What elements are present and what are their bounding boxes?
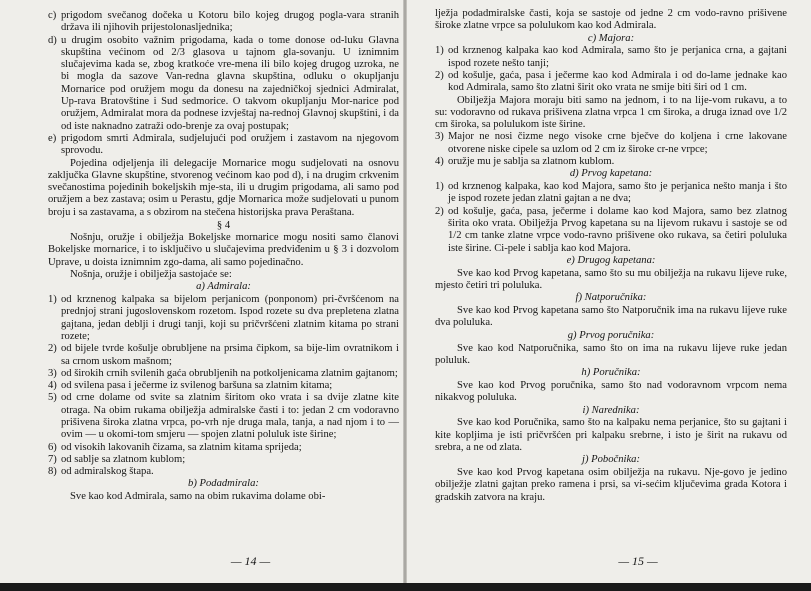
subheading: a) Admirala: xyxy=(196,281,251,293)
list-item xyxy=(48,294,399,343)
item-number: 1) xyxy=(435,45,444,57)
item-text: u drugim osobito važnim prigodama, kada o tome donose od-luku Glavna skupština većinom od 2/3 glasova u tajnom gla-sovanju. U iznimnim slučajevima kada se, zbog kratkoće vre-mena ili bilo kojeg drugog uzroka, ne bi mogla da sazove Van-redna glavna skupština, odluku o okupljanju Mornarice pod oružjem mogu da donesu na zajedničkoj sjednici Admiralat, Up-rava Bratovštine i Sud sedmorice. O takvom okupljanju Mor-narice pod oružjem, Admiralat mora da podnese izvještaj na-rednoj Glavnoj skupštini, i da od iste naknadno zatraži odo-brenje za ovaj postupak; xyxy=(61,34,399,132)
list-item xyxy=(48,343,399,368)
paragraph: Sve kao kod Prvog kapetana, samo što su mu obilježja na rukavu lijeve ruke, mjesto četiri tri poluluka. xyxy=(435,267,787,292)
paragraph: Sve kao kod Poručnika, samo što na kalpaku nema perjanice, što su gajtani i kite kopljima je isti pričvršćen pri kalpaku srebrne, i isto je širit na rukavu od srebra, a ne od zlata. xyxy=(435,417,787,453)
paragraph: Pojedina odjeljenja ili delegacije Mornarice mogu sudjelovati na osnovu zaključka Glavne skupštine, stvorenog većinom kao pod d), i na drugim crkvenim svečanostima pojedinih bokeljskih mje-sta, ili u drugim prigodama, ali samo pod oružjem a bez zastava; osim u Perastu, gdje Mornarica može sudjelovati u punom broju i sa zastavama, a s obzirom na stečena historijska prava Peraštana. xyxy=(48,157,399,218)
item-number: 1) xyxy=(48,294,57,306)
item-text: od košulje, gaća, pasa i ječerme kao kod Admirala i od do-lame jednake kao kod Admirala, samo što zlatni širit oko vrata ne smije biti širi od 1 cm. xyxy=(448,69,787,94)
list-item xyxy=(48,368,399,380)
subheading: b) Podadmirala: xyxy=(188,478,259,490)
item-number: c) xyxy=(48,10,57,21)
item-text: prigodom svečanog dočeka u Kotoru bilo kojeg drugog pogla-vara stranih država ili njihovih prijestolonasljednika; xyxy=(61,10,399,34)
subheading: c) Majora: xyxy=(587,32,635,44)
item-number: 8) xyxy=(48,466,57,478)
item-number: 7) xyxy=(48,453,57,465)
item-text: od sablje sa zlatnom kublom; xyxy=(61,453,186,465)
paragraph: Nošnja, oružje i obilježja sastojaće se: xyxy=(70,268,232,280)
item-text: od visokih lakovanih čizama, sa zlatnim kitama sprijeda; xyxy=(61,441,302,453)
paragraph: Sve kao kod Natporučnika, samo što on ima na rukavu lijeve ruke jedan poluluk. xyxy=(435,342,787,366)
list-item xyxy=(48,380,399,392)
subheading: h) Poručnika: xyxy=(581,367,641,379)
section-heading: § 4 xyxy=(216,220,231,232)
list-item xyxy=(435,181,787,206)
item-text: Major ne nosi čizme nego visoke crne bječve do koljena i crne lakovane otvorene niske cipele sa uzlom od 2 cm iz široke cr-ne vrpce; xyxy=(448,131,787,155)
left-page xyxy=(0,0,405,591)
item-text: od admiralskog štapa. xyxy=(61,466,154,478)
subheading: j) Pobočnika: xyxy=(582,454,640,466)
subheading: i) Narednika: xyxy=(582,404,640,416)
item-text: od svilena pasa i ječerme iz svilenog baršuna sa zlatnim kitama; xyxy=(61,380,333,392)
item-text: prigodom smrti Admirala, sudjelujući pod oružjem i zastavom na njegovom sprovodu. xyxy=(61,132,399,157)
item-number: 6) xyxy=(48,441,57,453)
item-number: 2) xyxy=(435,69,444,81)
paragraph: Sve kao kod Prvog poručnika, samo što nad vodoravnom vrpcom nema nikakvog poluluka. xyxy=(435,379,787,404)
paragraph: Sve kao kod Prvog kapetana samo što Natporučnik ima na rukavu lijeve ruke dva poluluka. xyxy=(435,305,787,329)
item-number: 3) xyxy=(435,131,444,143)
paragraph: Sve kao kod Admirala, samo na obim rukavima dolame obi- xyxy=(70,491,326,503)
item-text: od crne dolame od svite sa zlatnim širitom oko vrata i sa dvije zlatne kite otraga. Na obim rukama obilježja admiralske časti i to: jedan 2 cm vodoravno prišivena široka zlatna vrpca, po-vrh nje druga mala, tanja, a nad njom i to — ovim — u okomi-tom smjeru — spojen zlatni poluluk iste širine; xyxy=(61,392,399,441)
list-item xyxy=(435,131,787,156)
item-text: od košulje, gaća, pasa, ječerme i dolame kao kod Majora, samo bez zlatnog širita oko vrata. Obilježja Prvog kapetana su na lijevom rukavu i sastoje se od 1/2 cm tanke zlatne vrpce vodo-ravno prišivene oko rukava, sa četiri poluluka iste širine. Ci-pele i sablja kao kod Majora. xyxy=(448,205,787,254)
paragraph: Obilježja Majora moraju biti samo na jednom, i to na lije-vom rukavu, a to su: vodoravno od rukava prišivena zlatna vrpca 1 cm široka, a druga iznad ove 1/2 cm široka, sa polulukom iste širine. xyxy=(435,94,787,131)
scan-edge xyxy=(0,583,811,591)
paragraph: Nošnju, oružje i obilježja Bokeljske mornarice mogu nositi samo članovi Bokeljske mornarice, i to isključivo u slučajevima predviđenim u § 3 i dozvolom Uprave, u doista iznimnim zgo-dama, ali samo pojedinačno. xyxy=(48,232,399,268)
list-item xyxy=(48,454,399,466)
paragraph: lježja podadmiralske časti, koja se sastoje od jedne 2 cm vodo-ravno prišivene široke zlatne vrpce sa polulukom kao kod Admirala. xyxy=(435,8,787,32)
subheading: d) Prvog kapetana: xyxy=(569,168,653,180)
item-number: d) xyxy=(48,34,57,46)
paragraph: Sve kao kod Prvog kapetana osim obilježja na rukavu. Nje-govo je jedino obilježje zlatni gajtan preko ramena i prsi, sa vi-sećim ključevima grada Kotora i gradskih zatvora na kraju. xyxy=(435,466,787,503)
item-number: 4) xyxy=(435,156,444,168)
list-item xyxy=(48,133,399,158)
list-item xyxy=(48,35,399,133)
subheading: g) Prvog poručnika: xyxy=(567,329,655,341)
page-number: — 15 — xyxy=(618,554,658,568)
item-number: 5) xyxy=(48,392,57,404)
list-item xyxy=(48,466,399,478)
page-number: — 14 — xyxy=(230,554,271,568)
item-number: 3) xyxy=(48,367,57,379)
item-number: 2) xyxy=(435,205,444,217)
list-item xyxy=(48,442,399,454)
item-number: 4) xyxy=(48,380,57,392)
item-number: 1) xyxy=(435,181,444,193)
list-item xyxy=(435,156,787,168)
right-page xyxy=(405,0,811,591)
list-item xyxy=(435,70,787,95)
item-text: od širokih crnih svilenih gaća obrubljenih na potkoljenicama zlatnim gajtanom; xyxy=(61,367,398,379)
item-text: od bijele tvrde košulje obrubljene na prsima čipkom, sa bije-lim ovratnikom i sa crnom uskom mašnom; xyxy=(61,343,399,367)
item-number: 2) xyxy=(48,343,57,355)
list-item xyxy=(435,206,787,255)
subheading: e) Drugog kapetana: xyxy=(566,254,656,266)
list-item xyxy=(435,45,787,70)
list-item xyxy=(48,392,399,441)
item-text: od krznenog kalpaka, kao kod Majora, samo što je perjanica nešto manja i što je ispod rozete jedan zlatni gajtan a ne dva; xyxy=(448,181,787,205)
list-item xyxy=(48,10,399,35)
item-text: od krznenog kalpaka kao kod Admirala, samo što je perjanica crna, a gajtani ispod rozete nešto tanji; xyxy=(448,45,787,69)
item-text: od krznenog kalpaka sa bijelom perjanicom (ponponom) pri-čvršćenom na prednjoj strani jugoslovenskom rozetom. Ispod rozete su dva prepletena zlatna gajtana, jedan deblji i drugi tanji, koji su pričvršćeni zlatnim kitama po strani rozete; xyxy=(61,294,399,342)
item-text: oružje mu je sablja sa zlatnom kublom. xyxy=(448,156,615,168)
item-number: e) xyxy=(48,132,57,144)
subheading: f) Natporučnika: xyxy=(575,292,647,304)
